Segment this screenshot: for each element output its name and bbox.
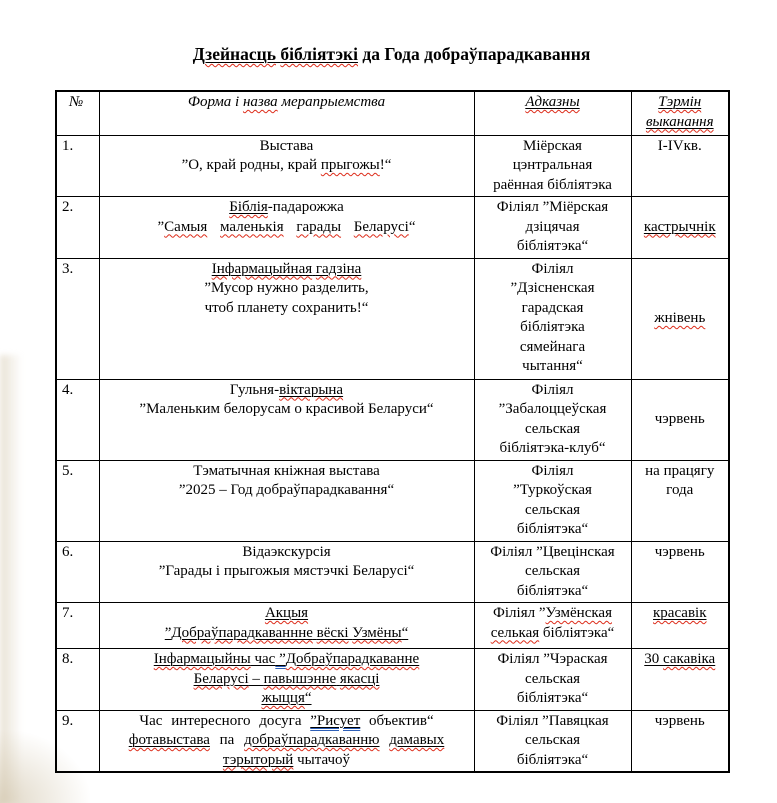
text-line: Тэрмін: [658, 94, 702, 110]
text-line: ”Маленьким белорусам о красивой Беларуси“: [139, 401, 434, 417]
text-line: №: [69, 94, 84, 110]
text-line: Беларусі – павышэнне якасці: [193, 670, 380, 687]
text-line: жнівень: [654, 309, 706, 326]
text-line: Форма і назва мерапрыемства: [187, 94, 386, 110]
cell-term: [631, 541, 729, 603]
library-events-table: [55, 90, 730, 773]
text-line: 7.: [62, 605, 74, 621]
text-line: ”Туркоўская: [513, 482, 592, 498]
text-line: ”Добраўпарадкаваннне вёскі Узмёны“: [164, 624, 409, 641]
text-line: на працягу: [645, 462, 715, 479]
cell-responsible: [474, 649, 631, 711]
text-line: чэрвень: [654, 712, 705, 729]
cell-term: [631, 197, 729, 259]
cell-number: [56, 460, 99, 541]
text-line: ”2025 – Год добраўпарадкавання“: [178, 482, 395, 498]
text-line: Відаэкскурсія: [242, 543, 331, 560]
header-cell-responsible: [474, 91, 631, 135]
text-line: Філіял: [531, 381, 574, 398]
text-line: Гульня-віктарына: [229, 381, 344, 398]
text-line: Філіял: [531, 462, 574, 479]
table-row: [56, 603, 729, 649]
cell-term: [631, 460, 729, 541]
cell-term: [631, 135, 729, 197]
text-line: бібліятэка-клуб“: [499, 440, 606, 456]
text-line: Філіял ”Міёрская: [496, 199, 609, 215]
table-row: [56, 541, 729, 603]
cell-event-form: [99, 197, 474, 259]
cell-event-form: [99, 603, 474, 649]
header-cell-number: [56, 91, 99, 135]
text-line: 2.: [62, 199, 74, 215]
table-row: [56, 197, 729, 259]
text-line: красавік: [653, 605, 707, 621]
table-row: [56, 258, 729, 379]
text-line: Біблія-падарожжа: [229, 199, 344, 215]
text-line: 30 сакавіка: [644, 651, 716, 667]
text-line: 6.: [62, 543, 74, 560]
text-line: дзіцячая: [525, 218, 580, 235]
cell-event-form: [99, 135, 474, 197]
text-line: ”О, край родны, край прыгожы!“: [181, 157, 392, 173]
table-row: [56, 135, 729, 197]
cell-term: [631, 379, 729, 460]
text-line: Час интересного досуга ”Рисует объектив“: [139, 712, 434, 729]
text-line: раённая бібліятэка: [493, 176, 612, 193]
text-line: 3.: [62, 260, 74, 277]
cell-responsible: [474, 258, 631, 379]
text-line: ”Дзісненская: [510, 280, 595, 296]
text-line: чэрвень: [654, 543, 705, 560]
cell-number: [56, 135, 99, 197]
text-line: Інфармацыйная гадзіна: [211, 260, 362, 277]
text-line: 5.: [62, 462, 74, 479]
text-line: Выстава: [259, 137, 314, 154]
text-line: ”Самыя маленькія гарады Беларусі“: [157, 218, 416, 235]
text-line: бібліятэка“: [516, 582, 589, 599]
text-line: фотавыстава па добраўпарадкаванню дамавых: [128, 732, 445, 748]
cell-event-form: [99, 379, 474, 460]
text-line: гарадская: [521, 299, 584, 316]
text-line: 8.: [62, 651, 74, 667]
text-line: сельская: [524, 420, 581, 437]
text-line: жыцця“: [261, 690, 312, 706]
text-line: Філіял: [531, 260, 574, 277]
cell-number: [56, 258, 99, 379]
text-line: Філіял ”Узмёнская: [493, 605, 612, 621]
text-line: Інфармацыйны час ”Добраўпарадкаванне: [153, 651, 420, 667]
cell-number: [56, 197, 99, 259]
cell-event-form: [99, 460, 474, 541]
text-line: Філіял ”Цвецінская: [490, 543, 615, 560]
text-line: Філіял ”Чэраская: [497, 651, 608, 667]
text-line: ”Гарады і прыгожыя мястэчкі Беларусі“: [158, 563, 415, 579]
cell-term: [631, 603, 729, 649]
text-line: кастрычнік: [643, 218, 716, 235]
text-line: бібліятэка“: [516, 690, 589, 706]
text-line: тэрыторый чытачоў: [222, 751, 351, 768]
text-line: бібліятэка“: [516, 521, 589, 537]
cell-responsible: [474, 603, 631, 649]
table-row: [56, 460, 729, 541]
text-line: Тэматычная кніжная выстава: [193, 462, 380, 479]
table-row: [56, 379, 729, 460]
cell-responsible: [474, 541, 631, 603]
text-line: сельская: [524, 670, 581, 687]
text-line: селькая бібліятэка“: [490, 624, 615, 641]
header-cell-form: [99, 91, 474, 135]
header-cell-term: [631, 91, 729, 135]
text-line: Філіял ”Павяцкая: [496, 712, 609, 729]
text-line: бібліятэка: [520, 319, 585, 335]
cell-responsible: [474, 197, 631, 259]
text-line: чытання“: [522, 358, 583, 374]
cell-event-form: [99, 258, 474, 379]
table-header-row: [56, 91, 729, 135]
cell-term: [631, 710, 729, 772]
text-line: чтоб планету сохранить!“: [204, 299, 369, 316]
text-line: 4.: [62, 381, 74, 398]
cell-event-form: [99, 710, 474, 772]
document-title: Дзейнасць бібліятэкі да Года добраўпарадкавання: [192, 44, 591, 64]
cell-number: [56, 379, 99, 460]
cell-responsible: [474, 710, 631, 772]
cell-number: [56, 710, 99, 772]
text-line: ”Мусор нужно разделить,: [204, 280, 369, 296]
table-row: [56, 649, 729, 711]
text-line: 9.: [62, 712, 74, 729]
text-line: Адказны: [525, 94, 580, 110]
text-line: сельская: [524, 563, 581, 579]
cell-term: [631, 649, 729, 711]
text-line: ”Забалоццеўская: [498, 401, 607, 417]
text-line: года: [666, 482, 694, 498]
cell-number: [56, 603, 99, 649]
cell-number: [56, 541, 99, 603]
text-line: сельская: [524, 501, 581, 518]
cell-responsible: [474, 135, 631, 197]
text-line: цэнтральная: [512, 157, 593, 173]
text-line: выканання: [645, 113, 714, 130]
cell-responsible: [474, 460, 631, 541]
text-line: сямейнага: [519, 338, 586, 355]
text-line: бібліятэка“: [516, 238, 589, 254]
text-line: 1.: [62, 137, 74, 154]
text-line: Акцыя: [264, 605, 309, 621]
cell-event-form: [99, 649, 474, 711]
text-line: чэрвень: [654, 410, 705, 427]
text-line: сельская: [524, 732, 581, 748]
text-line: бібліятэка“: [516, 751, 589, 768]
cell-event-form: [99, 541, 474, 603]
text-line: Міёрская: [523, 137, 582, 154]
cell-number: [56, 649, 99, 711]
table-row: [56, 710, 729, 772]
text-line: I-IVкв.: [657, 137, 702, 154]
cell-responsible: [474, 379, 631, 460]
cell-term: [631, 258, 729, 379]
